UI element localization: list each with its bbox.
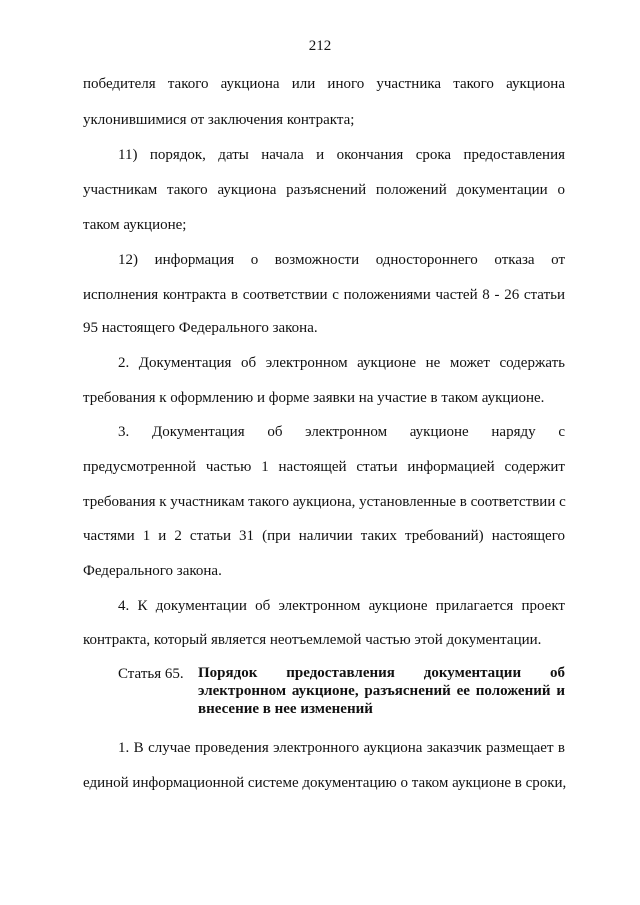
text-line: 3. Документация об электронном аукционе наряду с (118, 424, 565, 440)
article-title-line: Порядок предоставления документации об (198, 665, 565, 681)
text-line: таком аукционе; (83, 217, 187, 233)
text-line: контракта, который является неотъемлемой частью этой документации. (83, 632, 542, 648)
article-title (198, 664, 565, 718)
text-line: победителя такого аукциона или иного участника такого аукциона (83, 76, 565, 92)
text-line: 11) порядок, даты начала и окончания срока предоставления (118, 147, 565, 163)
page-number: 212 (308, 38, 332, 54)
text-line: предусмотренной частью 1 настоящей статьи информацией содержит (83, 459, 565, 475)
text-line: 1. В случае проведения электронного аукциона заказчик размещает в (118, 740, 565, 756)
text-line: требования к оформлению и форме заявки на участие в таком аукционе. (83, 390, 545, 406)
text-line: единой информационной системе документацию о таком аукционе в сроки, (83, 775, 567, 791)
text-line: уклонившимися от заключения контракта; (83, 112, 355, 128)
text-line: Федерального закона. (83, 563, 222, 579)
article-title-line: электронном аукционе, разъяснений ее положений и (198, 683, 565, 699)
text-line: частями 1 и 2 статьи 31 (при наличии таких требований) настоящего (83, 528, 565, 544)
text-line: 95 настоящего Федерального закона. (83, 320, 318, 336)
article-title-line: внесение в нее изменений (198, 701, 373, 717)
text-line: 2. Документация об электронном аукционе не может содержать (118, 355, 565, 371)
text-line: 12) информация о возможности одностороннего отказа от (118, 252, 565, 268)
text-line: требования к участникам такого аукциона, установленные в соответствии с (83, 494, 566, 510)
text-line: исполнения контракта в соответствии с положениями частей 8 - 26 статьи (83, 287, 565, 303)
text-line: 4. К документации об электронном аукционе прилагается проект (118, 598, 565, 614)
text-line: участникам такого аукциона разъяснений положений документации о (83, 182, 565, 198)
article-label: Статья 65. (118, 666, 184, 682)
